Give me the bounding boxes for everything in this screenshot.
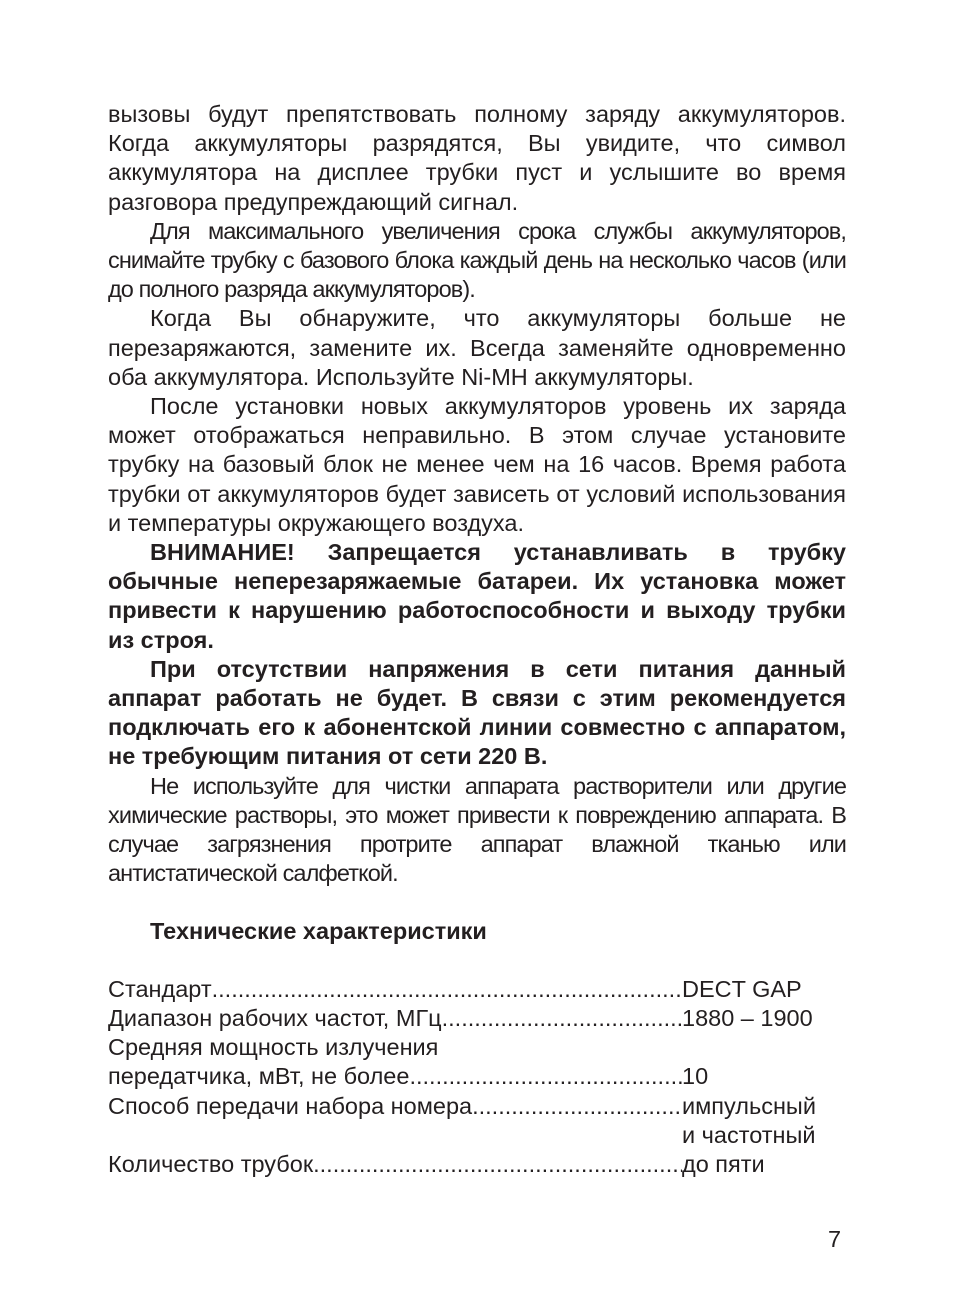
spec-row-power-line1 xyxy=(108,1033,846,1062)
spec-label: Стандарт xyxy=(108,975,212,1002)
page-number: 7 xyxy=(828,1226,842,1252)
spec-value: 1880 – 1900 xyxy=(682,1004,813,1031)
spec-label: передатчика, мВт, не более xyxy=(108,1063,410,1090)
specs-heading: Технические характеристики xyxy=(150,918,487,945)
spec-value-line2: и частотный xyxy=(682,1121,816,1148)
paragraph-new-batteries: После установки новых аккумуляторов уровень их заряда может отображаться неправильно. В этом случае установите трубку на базовый блок не менее чем на 16 часов. Время работа трубки от аккумуляторов будет зависеть от условий использования и температуры окружающего воздуха. xyxy=(108,393,846,536)
specs-table xyxy=(108,975,846,1179)
spec-value: до пяти xyxy=(682,1150,765,1177)
paragraph-charging-interruption: вызовы будут препятствовать полному заряду аккумуляторов. Когда аккумуляторы разрядятся, Вы увидите, что символ аккумулятора на дисплее трубки пуст и услышите во время разговора предупреждающий сигнал. xyxy=(108,101,846,215)
leader-dots xyxy=(409,1062,682,1091)
paragraph-battery-life-tip: Для максимального увеличения срока службы аккумуляторов, снимайте трубку с базового блока каждый день на несколько часов (или до полного разряда аккумуляторов). xyxy=(108,217,846,303)
spec-row-dialing xyxy=(108,1092,846,1150)
spec-row-handsets xyxy=(108,1150,846,1179)
spec-label: Средняя мощность излучения xyxy=(108,1034,439,1061)
spec-label: Способ передачи набора номера xyxy=(108,1092,473,1119)
spec-row-power xyxy=(108,1062,846,1091)
spec-value: DECT GAP xyxy=(682,975,802,1002)
warning-non-rechargeable: ВНИМАНИЕ! Запрещается устанавливать в трубку обычные неперезаряжаемые батареи. Их установка может привести к нарушению работоспособности и выходу трубки из строя. xyxy=(108,539,846,653)
paragraph-battery-replacement: Когда Вы обнаружите, что аккумуляторы больше не перезаряжаются, замените их. Всегда заменяйте одновременно оба аккумулятора. Используйте Ni-MH аккумуляторы. xyxy=(108,305,846,390)
spec-value xyxy=(682,1092,846,1150)
leader-dots xyxy=(442,1004,682,1033)
spec-row-frequency xyxy=(108,1004,846,1033)
spec-label: Количество трубок xyxy=(108,1150,314,1177)
warning-power-outage: При отсутствии напряжения в сети питания данный аппарат работать не будет. В связи с этим рекомендуется подключать его к абонентской линии совместно с аппаратом, не требующим питания от сети 220 В. xyxy=(108,655,846,770)
spec-value-line1: импульсный xyxy=(682,1092,816,1119)
spec-value: 10 xyxy=(682,1063,709,1090)
document-page xyxy=(108,100,846,1179)
paragraph-cleaning: Не используйте для чистки аппарата растворители или другие химические растворы, это может привести к повреждению аппарата. В случае загрязнения протрите аппарат влажной тканью или антистатической салфеткой. xyxy=(108,772,846,887)
spec-row-standard xyxy=(108,975,846,1004)
leader-dots xyxy=(212,975,682,1004)
spec-label: Диапазон рабочих частот, МГц xyxy=(108,1004,442,1031)
leader-dots xyxy=(472,1092,682,1121)
leader-dots xyxy=(313,1150,682,1179)
